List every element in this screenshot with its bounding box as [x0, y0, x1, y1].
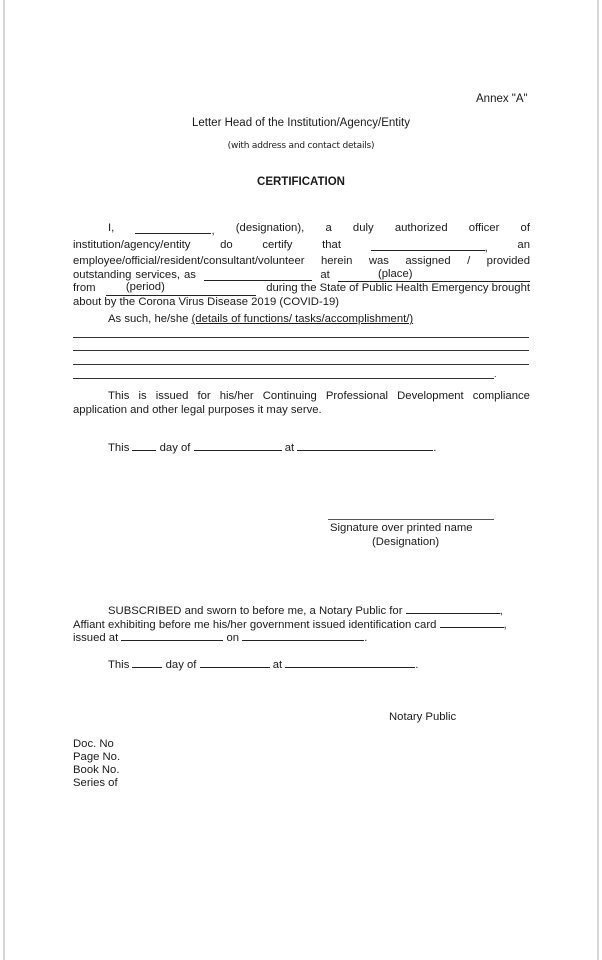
paragraph-line-4 — [73, 269, 530, 283]
text: authorized — [394, 222, 448, 234]
text: assigned — [405, 255, 451, 267]
purpose-line-1 — [73, 390, 530, 404]
text: during the State of Public Health Emergency brought — [266, 282, 530, 294]
certification-paragraph — [73, 222, 530, 309]
issue-date-line — [108, 439, 436, 456]
period: . — [364, 632, 368, 644]
purpose-line-2: application and other legal purposes it may serve. — [73, 403, 322, 416]
text: This — [108, 442, 130, 454]
comma: , — [211, 225, 215, 237]
designation-label: (designation), — [235, 222, 305, 234]
text: day of — [165, 659, 197, 671]
text: from — [73, 282, 96, 294]
text: As such, he/she — [108, 313, 189, 325]
functions-line-3[interactable] — [73, 364, 529, 365]
comma: , — [499, 605, 503, 617]
employee-name-field[interactable] — [371, 239, 488, 256]
text: SUBSCRIBED and sworn to before me, a Notary Public for — [108, 605, 403, 617]
month-year-field[interactable] — [194, 439, 282, 451]
text: at — [284, 442, 295, 454]
issue-place-field[interactable] — [297, 439, 433, 451]
text: Affiant exhibiting before me his/her government issued identification card — [73, 619, 437, 631]
functions-line-1[interactable] — [73, 337, 529, 338]
text: that — [322, 238, 341, 251]
purpose-paragraph — [73, 390, 530, 417]
text: of — [520, 222, 530, 234]
text: This — [108, 390, 130, 402]
notary-line-3 — [73, 629, 367, 646]
text: issued at — [73, 632, 119, 644]
text: for — [197, 390, 211, 402]
paragraph-line-6: about by the Corona Virus Disease 2019 (COVID-19) — [73, 295, 340, 308]
paragraph-line-5 — [73, 282, 530, 296]
notary-date-line — [108, 656, 418, 673]
comma: , — [484, 241, 488, 254]
series-of-label: Series of — [73, 777, 118, 789]
text-group — [73, 269, 196, 283]
text: at — [320, 268, 330, 281]
text: was — [368, 255, 389, 267]
notary-public-label: Notary Public — [389, 711, 457, 723]
officer-name-field[interactable] — [135, 222, 214, 239]
text: his/her — [219, 390, 254, 402]
period: . — [415, 659, 419, 671]
paragraph-line-1 — [73, 222, 530, 239]
text: at — [272, 659, 283, 671]
id-issued-date-field[interactable] — [242, 629, 364, 641]
text: outstanding — [73, 268, 132, 281]
functions-line-2[interactable] — [73, 350, 529, 351]
text: Continuing — [262, 390, 317, 402]
doc-no-label: Doc. No — [73, 738, 114, 750]
text: day of — [159, 442, 191, 454]
annex-label: Annex "A" — [476, 93, 528, 105]
text: a — [325, 222, 332, 234]
text: is — [138, 390, 147, 402]
text: services, — [135, 268, 180, 281]
notary-day-field[interactable] — [132, 656, 162, 668]
period: . — [433, 442, 437, 454]
text: / — [467, 255, 471, 267]
letterhead-title: Letter Head of the Institution/Agency/Entity — [192, 117, 410, 129]
document-title: CERTIFICATION — [257, 176, 345, 188]
text: do — [220, 238, 233, 251]
id-card-field[interactable] — [440, 616, 504, 628]
text: institution/agency/entity — [73, 238, 191, 251]
text: Development — [397, 390, 464, 402]
text: as — [184, 268, 196, 281]
functions-details-placeholder: (details of functions/ tasks/accomplishment/) — [191, 313, 414, 325]
signature-line[interactable] — [328, 519, 494, 520]
paragraph-line-3 — [73, 255, 530, 269]
comma: , — [503, 619, 507, 631]
position-field[interactable] — [204, 269, 312, 281]
functions-line-4[interactable] — [73, 378, 494, 379]
text: employee/official/resident/consultant/volunteer — [73, 255, 305, 267]
book-no-label: Book No. — [73, 764, 120, 776]
place-placeholder: (place) — [377, 267, 413, 280]
signature-designation: (Designation) — [372, 536, 440, 548]
page-no-label: Page No. — [73, 751, 121, 763]
text: provided — [486, 255, 530, 267]
functions-end-period: . — [494, 369, 497, 379]
notary-place-field[interactable] — [285, 656, 415, 668]
text: This — [108, 659, 130, 671]
place-field[interactable] — [338, 269, 530, 283]
id-issued-place-field[interactable] — [121, 629, 223, 641]
text: officer — [468, 222, 500, 234]
text: duly — [352, 222, 374, 234]
text: issued — [155, 390, 189, 402]
paragraph-line-2 — [73, 239, 530, 256]
text: compliance — [472, 390, 530, 402]
text: on — [226, 632, 240, 644]
signature-label: Signature over printed name — [330, 522, 473, 534]
affiant-name-field[interactable] — [406, 602, 500, 614]
notary-month-year-field[interactable] — [200, 656, 270, 668]
letterhead-note: (with address and contact details) — [227, 141, 375, 151]
period-placeholder: (period) — [125, 281, 165, 293]
text-i: I, — [108, 222, 115, 234]
text: Professional — [325, 390, 389, 402]
period-field[interactable] — [106, 282, 256, 296]
text: certify — [262, 238, 293, 251]
day-field[interactable] — [132, 439, 156, 451]
text: herein — [320, 255, 353, 267]
functions-lead — [108, 313, 413, 327]
text: an — [517, 238, 530, 251]
